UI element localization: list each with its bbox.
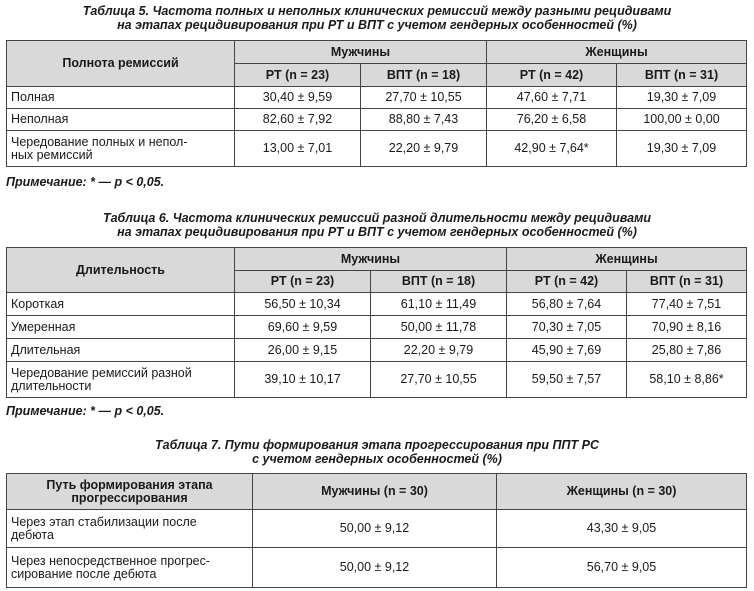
row-label	[7, 548, 253, 588]
table5-group-women: Женщины	[487, 41, 747, 64]
row-label: Короткая	[7, 293, 235, 316]
row-label: Неполная	[7, 109, 235, 131]
table6-caption	[0, 211, 754, 239]
table5-note: Примечание: * — p < 0,05.	[6, 175, 165, 189]
row-label-line2: дебюта	[11, 527, 54, 542]
row-label-line2: длительности	[11, 378, 92, 393]
table6-subheader: РТ (n = 23)	[235, 271, 371, 293]
cell-value: 42,90 ± 7,64*	[487, 131, 617, 167]
cell-value: 50,00 ± 11,78	[371, 316, 507, 339]
table5-caption-line1: Таблица 5. Частота полных и неполных клинических ремиссий между разными рецидивами	[82, 4, 672, 18]
table5-caption	[0, 4, 754, 32]
row-label-line1: Чередование ремиссий разной	[11, 365, 192, 380]
row-label-line1: Через этап стабилизации после	[11, 514, 197, 529]
table7-row-header	[7, 474, 253, 510]
table7-row-header-line1: Путь формирования этапа	[46, 477, 213, 492]
cell-value: 22,20 ± 9,79	[361, 131, 487, 167]
table-row	[7, 293, 747, 316]
cell-value: 56,50 ± 10,34	[235, 293, 371, 316]
cell-value: 82,60 ± 7,92	[235, 109, 361, 131]
cell-value: 25,80 ± 7,86	[627, 339, 747, 362]
row-label-line1: Чередование полных и непол-	[11, 134, 188, 149]
cell-value: 70,30 ± 7,05	[507, 316, 627, 339]
cell-value: 56,70 ± 9,05	[497, 548, 747, 588]
table6-group-women: Женщины	[507, 248, 747, 271]
cell-value: 76,20 ± 6,58	[487, 109, 617, 131]
cell-value: 26,00 ± 9,15	[235, 339, 371, 362]
cell-value: 30,40 ± 9,59	[235, 87, 361, 109]
row-label-line1: Через непосредственное прогрес-	[11, 553, 211, 568]
table7-col-women: Женщины (n = 30)	[497, 474, 747, 510]
row-label	[7, 131, 235, 167]
cell-value: 69,60 ± 9,59	[235, 316, 371, 339]
table5-caption-line2: на этапах рецидивирования при РТ и ВПТ с учетом гендерных особенностей (%)	[117, 18, 637, 32]
table7-caption	[0, 438, 754, 466]
cell-value: 100,00 ± 0,00	[617, 109, 747, 131]
table5-group-men: Мужчины	[235, 41, 487, 64]
cell-value: 61,10 ± 11,49	[371, 293, 507, 316]
table5-subheader: ВПТ (n = 31)	[617, 64, 747, 87]
cell-value: 56,80 ± 7,64	[507, 293, 627, 316]
table7-caption-line1: Таблица 7. Пути формирования этапа прогрессирования при ППТ РС	[155, 438, 599, 452]
row-label: Длительная	[7, 339, 235, 362]
cell-value: 47,60 ± 7,71	[487, 87, 617, 109]
table6-group-men: Мужчины	[235, 248, 507, 271]
cell-value: 27,70 ± 10,55	[371, 362, 507, 398]
table-row	[7, 109, 747, 131]
table7-col-men: Мужчины (n = 30)	[253, 474, 497, 510]
table6-subheader: ВПТ (n = 31)	[627, 271, 747, 293]
row-label	[7, 510, 253, 548]
cell-value: 50,00 ± 9,12	[253, 548, 497, 588]
cell-value: 13,00 ± 7,01	[235, 131, 361, 167]
table-row	[7, 316, 747, 339]
cell-value: 59,50 ± 7,57	[507, 362, 627, 398]
table5-subheader: РТ (n = 23)	[235, 64, 361, 87]
table5	[6, 40, 747, 167]
table5-subheader: РТ (n = 42)	[487, 64, 617, 87]
table5-subheader: ВПТ (n = 18)	[361, 64, 487, 87]
cell-value: 58,10 ± 8,86*	[627, 362, 747, 398]
cell-value: 77,40 ± 7,51	[627, 293, 747, 316]
table-row	[7, 362, 747, 398]
table6-row-header: Длительность	[7, 248, 235, 293]
cell-value: 22,20 ± 9,79	[371, 339, 507, 362]
row-label: Полная	[7, 87, 235, 109]
table7-row-header-line2: прогрессирования	[71, 490, 188, 505]
table-row	[7, 339, 747, 362]
table6-note: Примечание: * — p < 0,05.	[6, 404, 165, 418]
table-row	[7, 131, 747, 167]
row-label-line2: ных ремиссий	[11, 147, 93, 162]
cell-value: 70,90 ± 8,16	[627, 316, 747, 339]
cell-value: 19,30 ± 7,09	[617, 87, 747, 109]
table7	[6, 473, 747, 588]
table6-caption-line1: Таблица 6. Частота клинических ремиссий разной длительности между рецидивами	[102, 211, 652, 225]
cell-value: 50,00 ± 9,12	[253, 510, 497, 548]
cell-value: 88,80 ± 7,43	[361, 109, 487, 131]
table7-caption-line2: с учетом гендерных особенностей (%)	[252, 452, 502, 466]
table-row	[7, 510, 747, 548]
table-row	[7, 87, 747, 109]
row-label	[7, 362, 235, 398]
cell-value: 45,90 ± 7,69	[507, 339, 627, 362]
cell-value: 19,30 ± 7,09	[617, 131, 747, 167]
table6	[6, 247, 747, 398]
table6-caption-line2: на этапах рецидивирования при РТ и ВПТ с учетом гендерных особенностей (%)	[117, 225, 637, 239]
row-label: Умеренная	[7, 316, 235, 339]
cell-value: 27,70 ± 10,55	[361, 87, 487, 109]
table6-subheader: РТ (n = 42)	[507, 271, 627, 293]
table-row	[7, 548, 747, 588]
cell-value: 39,10 ± 10,17	[235, 362, 371, 398]
cell-value: 43,30 ± 9,05	[497, 510, 747, 548]
table5-row-header: Полнота ремиссий	[7, 41, 235, 87]
table6-subheader: ВПТ (n = 18)	[371, 271, 507, 293]
row-label-line2: сирование после дебюта	[11, 566, 157, 581]
